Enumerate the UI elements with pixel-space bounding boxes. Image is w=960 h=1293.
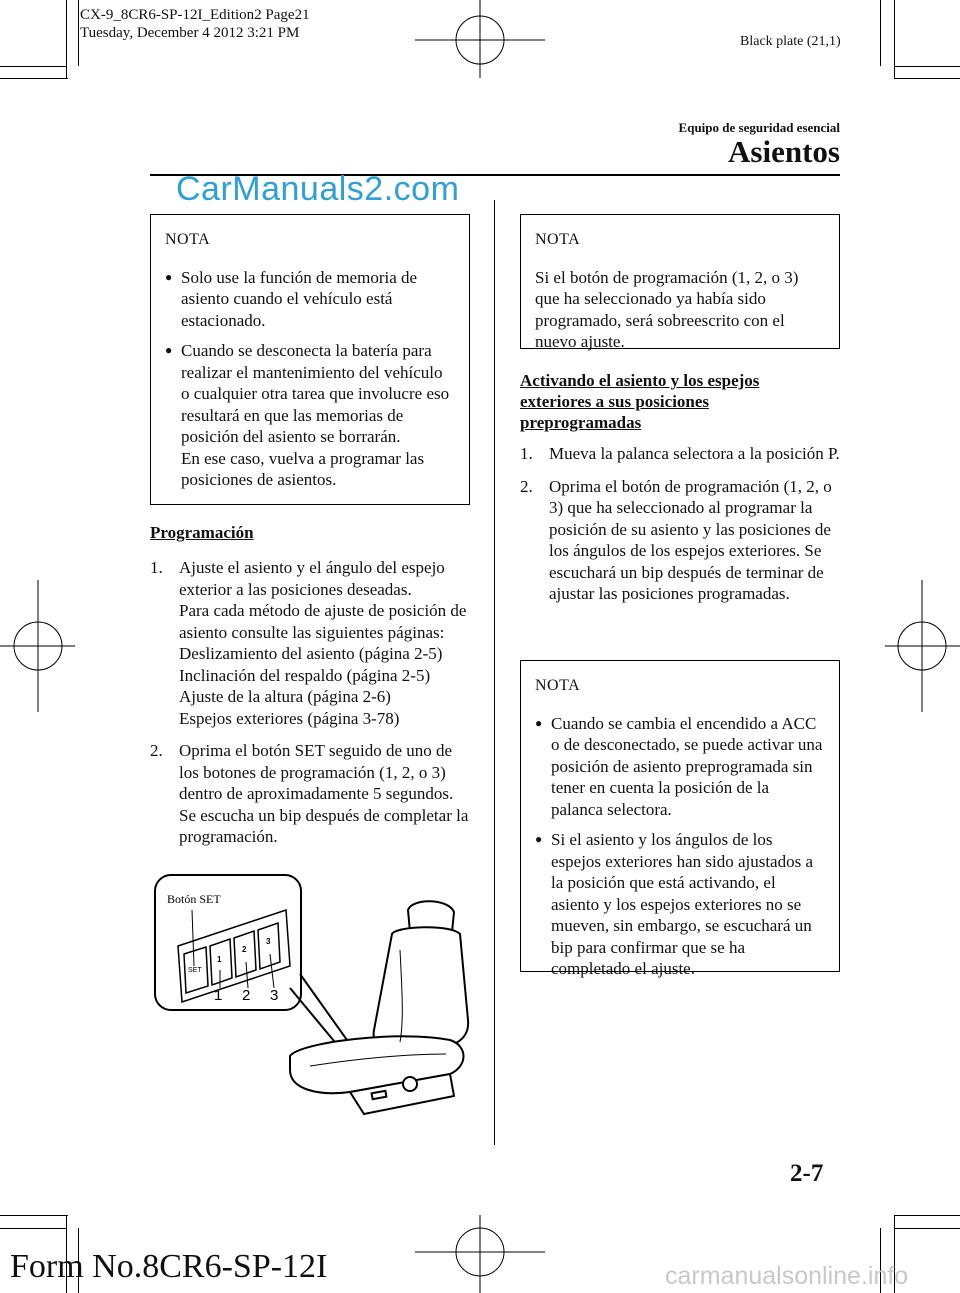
form-number: Form No.8CR6-SP-12I: [10, 1248, 328, 1285]
memory-button-2: [234, 931, 256, 977]
list-item: ● Solo use la función de memoria de asiento cuando el vehículo está estacionado.: [165, 267, 418, 330]
list-item: ● Si el asiento y los ángulos de los espejos exteriores han sido ajustados a la posición que está activando, el asiento y los espejos exteriores no se mueven, sin embargo, se escuchará un bip para confirmar que se ha completado el ajuste.: [535, 830, 814, 978]
bullet-icon: ●: [535, 832, 543, 846]
callout-1: 1: [214, 987, 223, 1004]
steps-activando: [520, 443, 840, 616]
nota-list: [535, 713, 825, 980]
seat-illustration: [290, 901, 468, 1114]
nota-box-overwrite: [520, 214, 840, 349]
svg-text:2: 2: [242, 945, 247, 954]
nota-text: Si el botón de programación (1, 2, o 3) que ha seleccionado ya había sido programado, será sobreescrito con el nuevo ajuste.: [535, 267, 799, 351]
list-item: ● Cuando se desconecta la batería para realizar el mantenimiento del vehículo o cualquier otra tarea que involucre eso resultará en que las memorias de posición del asiento se borrarán. En ese caso, vuelva a programar las posiciones de asientos.: [165, 341, 450, 489]
set-button-label: Botón SET: [167, 892, 221, 906]
nota-list: [165, 267, 455, 491]
footer-watermark: carmanualsonline.info: [665, 1262, 909, 1290]
svg-text:1: 1: [217, 955, 222, 964]
bullet-icon: ●: [535, 715, 543, 730]
heading-activando: Activando el asiento y los espejos exteriores a sus posiciones preprogramadas: [520, 371, 760, 432]
nota-box-memory: [150, 214, 470, 505]
callout-2: 2: [242, 987, 251, 1004]
step-item: 2. Oprima el botón SET seguido de uno de los botones de programación (1, 2, o 3) dentro de aproximadamente 5 segundos. Se escucha un bip después de completar la programación.: [150, 741, 469, 846]
section-label: Equipo de seguridad esencial: [678, 120, 840, 135]
bullet-icon: ●: [165, 343, 173, 357]
column-divider: [494, 200, 495, 1145]
callout-3: 3: [270, 987, 279, 1004]
print-file-line: CX-9_8CR6-SP-12I_Edition2 Page21: [80, 7, 310, 23]
seat-memory-figure: [150, 870, 470, 1130]
svg-text:SET: SET: [188, 967, 202, 974]
nota-title: NOTA: [535, 677, 581, 694]
seat-back: [374, 927, 469, 1050]
nota-title: NOTA: [165, 231, 211, 248]
step-item: 2. Oprima el botón de programación (1, 2, o 3) que ha seleccionado al programar la posición de su asiento y las posiciones de los ángulos de los espejos exteriores. Se escuchará un bip después de terminar de ajustar las posiciones programadas.: [520, 476, 832, 603]
step-item: 1. Mueva la palanca selectora a la posición P.: [520, 444, 840, 463]
list-item: ● Cuando se cambia el encendido a ACC o de desconectado, se puede activar una posición de asiento preprogramada sin tener en cuenta la posición de la palanca selectora.: [535, 713, 823, 819]
svg-text:3: 3: [266, 937, 271, 946]
print-date-line: Tuesday, December 4 2012 3:21 PM: [80, 25, 300, 41]
nota-title: NOTA: [535, 231, 581, 248]
memory-button-3: [258, 923, 280, 969]
step-item: 1. Ajuste el asiento y el ángulo del espejo exterior a las posiciones deseadas. Para cada método de ajuste de posición de asiento consulte las siguientes páginas: Deslizamiento del asiento (página 2-5) Inclinación del respaldo (página 2-5) Ajuste de la altura (página 2-6) Espejos exteriores (página 3-78): [150, 558, 467, 728]
steps-programacion: [150, 557, 470, 859]
watermark-logo: CarManuals2.com: [176, 170, 460, 208]
section-title: Asientos: [728, 134, 840, 169]
heading-programacion: Programación: [150, 523, 254, 542]
bullet-icon: ●: [165, 269, 173, 284]
nota-box-activation: [520, 660, 840, 978]
page-number: 2-7: [790, 1160, 824, 1187]
plate-label: Black plate (21,1): [740, 34, 841, 49]
